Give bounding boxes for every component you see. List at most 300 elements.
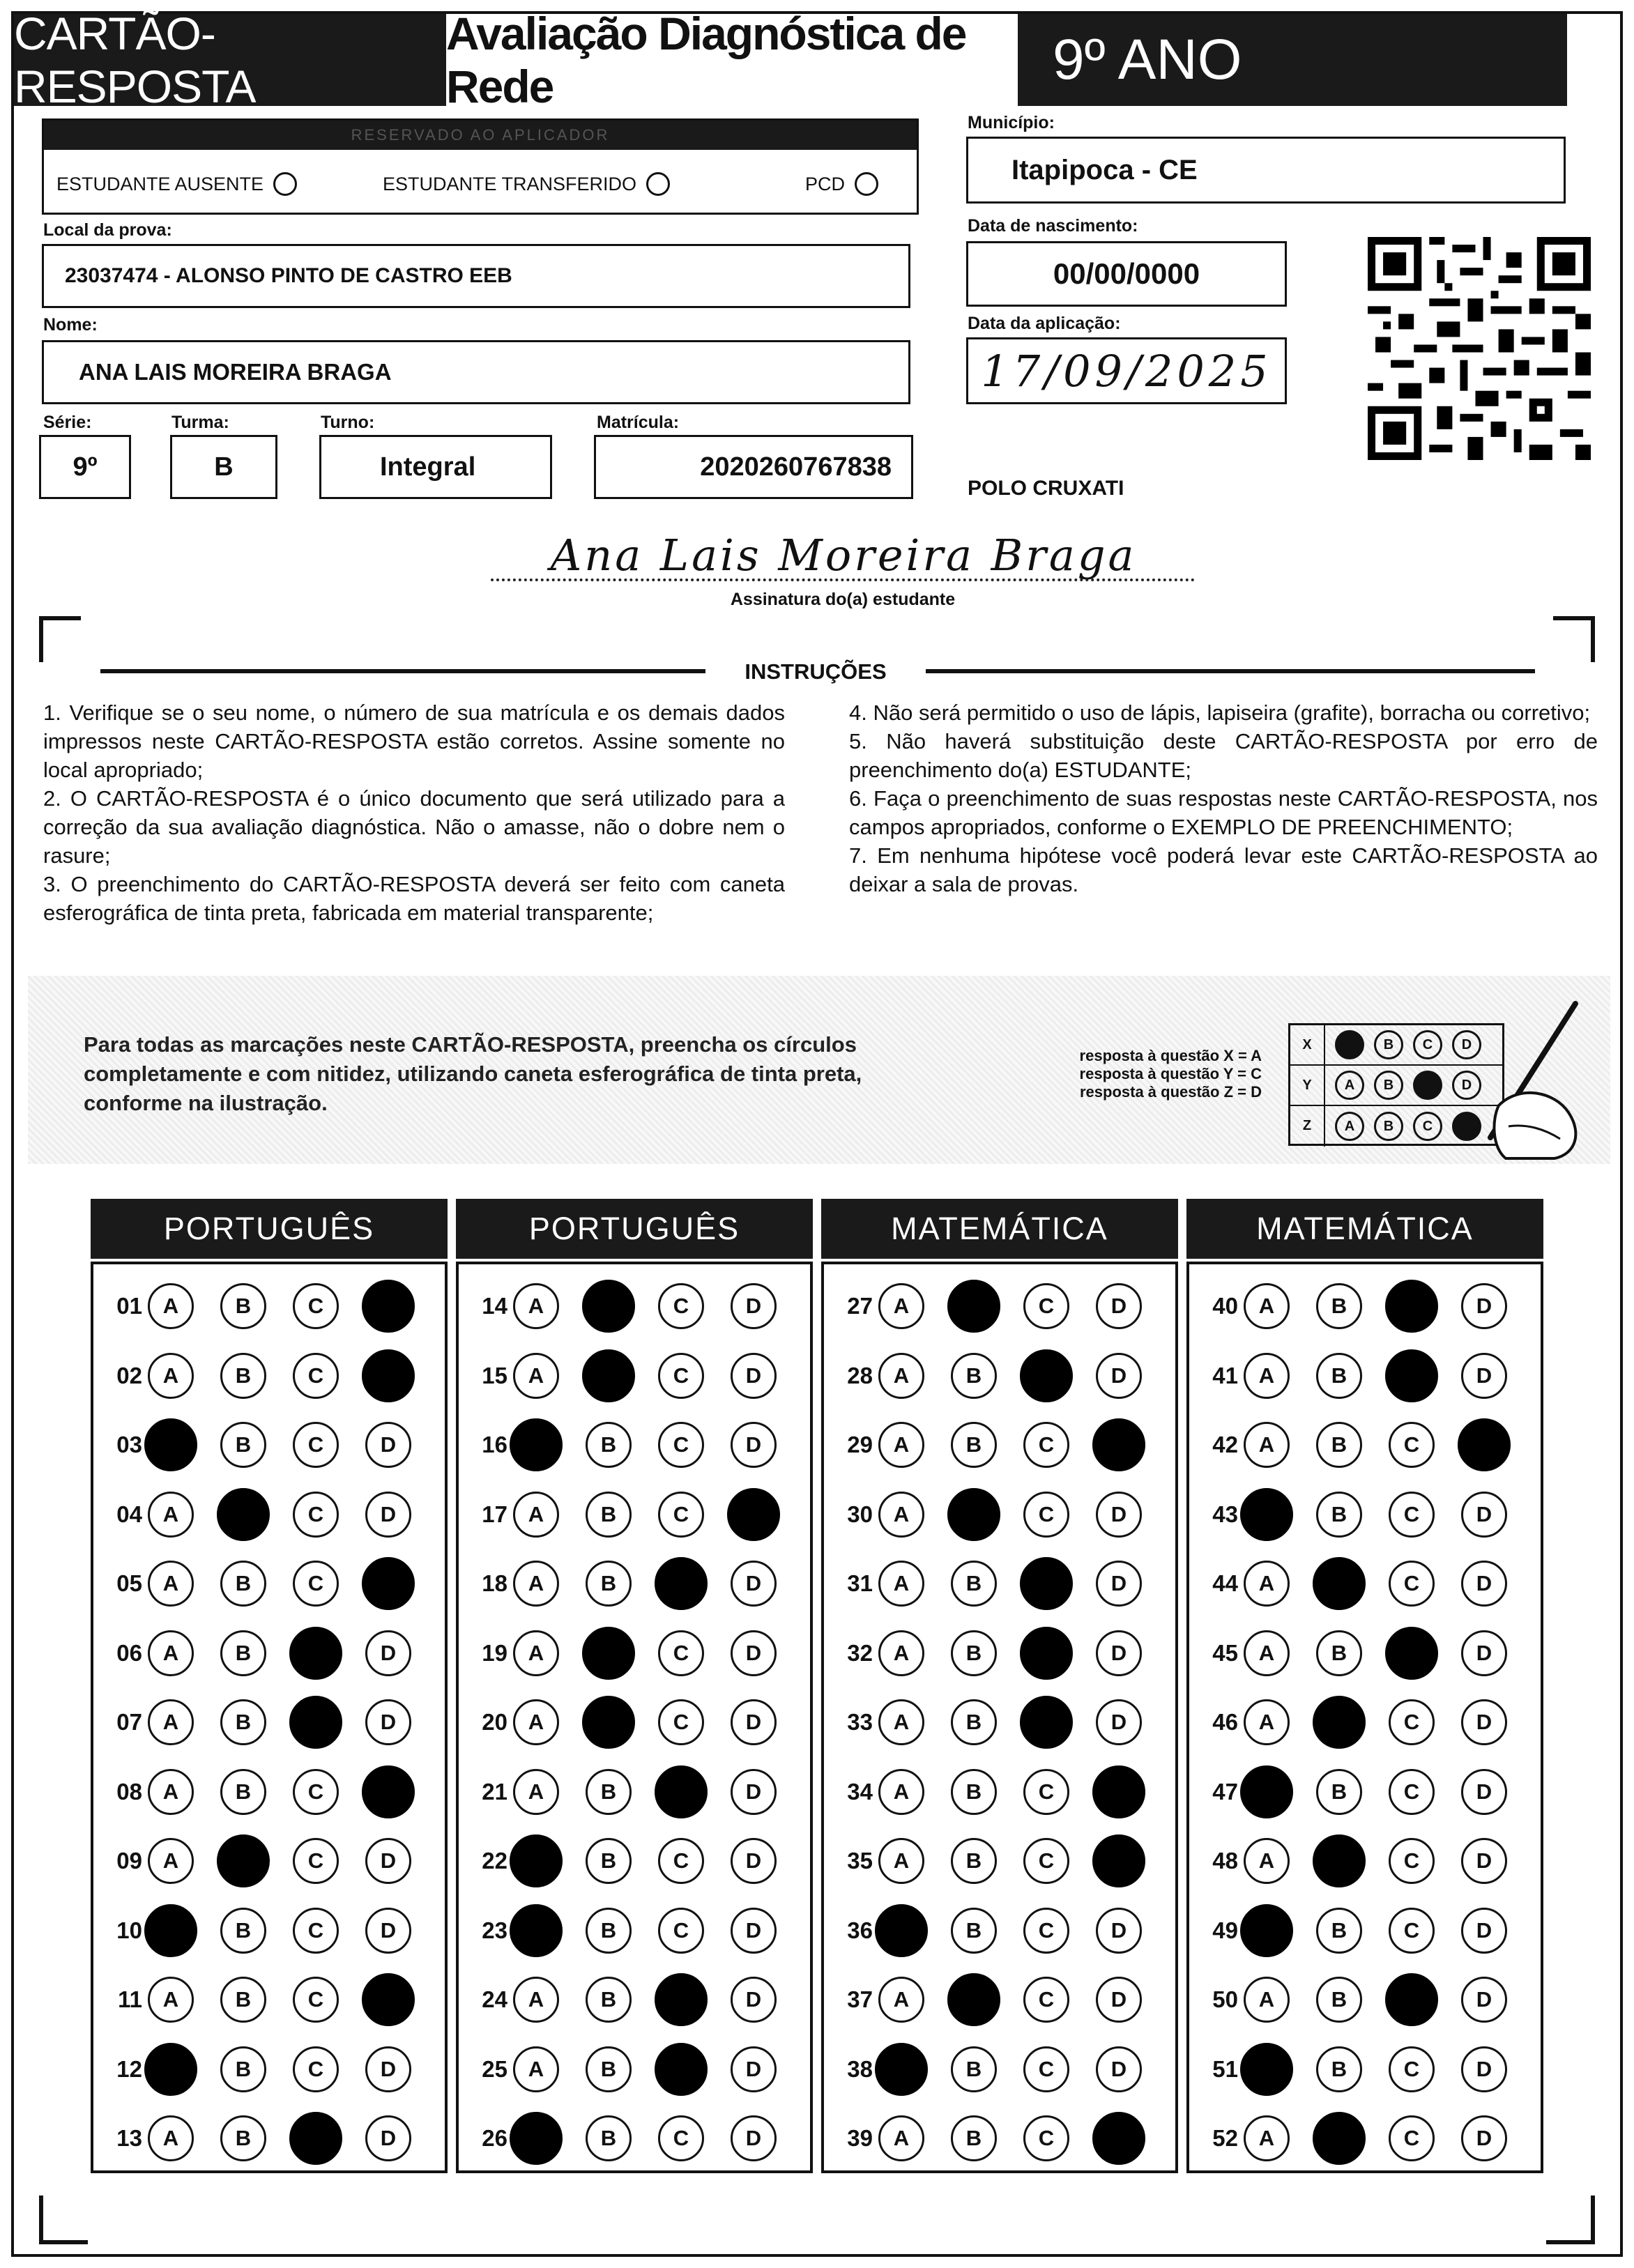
answer-bubble[interactable] [1461,1908,1507,1954]
answer-bubble[interactable] [658,1699,704,1745]
answer-bubble[interactable] [293,2046,339,2092]
instr-rule-right [926,669,1535,673]
answer-bubble[interactable] [731,1838,777,1884]
answer-bubble-filled[interactable] [289,2112,342,2165]
answer-bubble-filled[interactable] [655,2043,708,2096]
answer-bubble[interactable] [1244,1283,1290,1329]
bubble-letter: B [1331,1917,1347,1943]
answer-bubble-filled[interactable] [1385,1349,1438,1402]
answer-bubble[interactable] [220,1908,266,1954]
bubble-letter: B [965,1363,982,1388]
answer-bubble[interactable] [586,1977,632,2023]
subject-header: PORTUGUÊS [91,1199,448,1259]
answer-bubble-filled[interactable] [144,1418,197,1471]
bubble-letter: A [528,1917,544,1943]
example-bubble: C [1413,1030,1442,1059]
question-row [471,1761,803,1823]
answer-bubble[interactable] [293,1769,339,1815]
bubble-letter: A [162,2056,179,2081]
absent-option[interactable] [56,172,297,196]
question-number: 50 [1212,1986,1238,2012]
answer-bubble[interactable] [951,1353,997,1399]
answer-bubble[interactable] [1244,1838,1290,1884]
answer-bubble[interactable] [365,1838,411,1884]
answer-bubble[interactable] [878,1977,924,2023]
answer-bubble[interactable] [1244,1699,1290,1745]
answer-bubble[interactable] [878,1838,924,1884]
bubble-letter: C [1403,2056,1420,2081]
answer-bubble-filled[interactable] [1313,1696,1366,1749]
bubble-letter: D [1110,1917,1127,1943]
answer-bubble-filled[interactable] [1313,1834,1366,1887]
bubble-letter: B [965,1501,982,1526]
bubble-letter: B [600,2126,617,2150]
bubble-letter: B [1331,1987,1347,2012]
answer-bubble-filled[interactable] [1020,1349,1073,1402]
answer-bubble[interactable] [513,1769,559,1815]
question-row [1202,1830,1534,1892]
bubble-letter: A [893,2056,910,2081]
question-row [1202,1969,1534,2030]
question-row [471,1900,803,1961]
answer-bubble[interactable] [1096,1977,1142,2023]
answer-bubble[interactable] [731,1283,777,1329]
answer-bubble[interactable] [1389,2046,1435,2092]
bubble-letter: B [1331,1571,1347,1595]
answer-bubble[interactable] [1461,2115,1507,2161]
answer-bubble[interactable] [365,2046,411,2092]
answer-bubble[interactable] [586,1492,632,1538]
answer-bubble[interactable] [731,2046,777,2092]
bubble-letter: B [965,2126,982,2150]
bubble-letter: D [745,1987,762,2012]
answer-bubble[interactable] [951,2046,997,2092]
answer-bubble[interactable] [951,1630,997,1676]
answer-bubble-filled[interactable] [1385,1627,1438,1680]
answer-bubble[interactable] [658,1908,704,1954]
answer-bubble[interactable] [1244,1630,1290,1676]
transferred-bubble[interactable] [646,172,670,196]
answer-bubble[interactable] [1023,1908,1069,1954]
bubble-letter: A [162,1501,179,1526]
answer-bubble[interactable] [148,1699,194,1745]
card-title: CARTÃO-RESPOSTA [14,14,446,106]
answer-bubble[interactable] [1316,1769,1362,1815]
answer-bubble[interactable] [365,2115,411,2161]
answer-bubble[interactable] [293,1977,339,2023]
bubble-letter: B [1331,1640,1347,1665]
answer-bubble[interactable] [148,1630,194,1676]
bubble-letter: A [893,1710,910,1734]
answer-bubble-filled[interactable] [362,1765,415,1818]
bubble-letter: D [1476,1848,1492,1873]
answer-bubble[interactable] [658,1353,704,1399]
bubble-letter: A [893,1432,910,1457]
answer-bubble[interactable] [220,2046,266,2092]
answer-bubble-filled[interactable] [1385,1280,1438,1333]
answer-bubble[interactable] [951,2115,997,2161]
answer-bubble[interactable] [951,1838,997,1884]
question-number: 34 [847,1778,873,1805]
answer-bubble[interactable] [951,1908,997,1954]
answer-bubble[interactable] [586,2115,632,2161]
answer-bubble[interactable] [365,1492,411,1538]
answer-bubble-filled[interactable] [362,1280,415,1333]
question-row [1202,2039,1534,2100]
answer-bubble[interactable] [1244,1353,1290,1399]
grade-title: 9º ANO [1018,14,1567,106]
answer-bubble[interactable] [1389,1561,1435,1607]
answer-bubble[interactable] [951,1561,997,1607]
answer-bubble[interactable] [1023,1492,1069,1538]
bubble-letter: A [893,1848,910,1873]
signature-line [491,579,1195,581]
answer-bubble-filled[interactable] [1092,1765,1145,1818]
answer-bubble-filled[interactable] [947,1280,1000,1333]
answer-bubble[interactable] [293,1492,339,1538]
answer-bubble[interactable] [513,1630,559,1676]
answer-bubble-filled[interactable] [1020,1696,1073,1749]
polo-text: POLO CRUXATI [968,477,1124,500]
answer-bubble[interactable] [1316,1422,1362,1468]
answer-bubble[interactable] [1461,1561,1507,1607]
bubble-letter: D [1110,1640,1127,1665]
answer-bubble-filled[interactable] [1385,1973,1438,2026]
answer-bubble-filled[interactable] [289,1696,342,1749]
answer-bubble[interactable] [658,1630,704,1676]
answer-bubble[interactable] [731,1353,777,1399]
answer-bubble-filled[interactable] [875,1904,928,1957]
answer-bubble[interactable] [1096,1283,1142,1329]
answer-bubble-filled[interactable] [144,1904,197,1957]
question-row [837,1900,1168,1961]
answer-bubble[interactable] [1316,1908,1362,1954]
answer-bubble-filled[interactable] [1092,1834,1145,1887]
bubble-letter: B [600,1432,617,1457]
bubble-letter: C [1038,1363,1055,1388]
answer-bubble[interactable] [220,1630,266,1676]
answer-bubble[interactable] [658,1492,704,1538]
answer-bubble[interactable] [731,1977,777,2023]
bubble-letter: B [965,1432,982,1457]
answer-bubble[interactable] [1244,2115,1290,2161]
question-number: 39 [847,2125,873,2151]
bubble-letter: A [893,1363,910,1388]
matricula-label: Matrícula: [597,413,680,432]
bubble-letter: A [162,1987,179,2012]
answer-bubble-filled[interactable] [582,1349,635,1402]
answer-bubble-filled[interactable] [582,1280,635,1333]
answer-bubble-filled[interactable] [1458,1418,1511,1471]
bubble-letter: B [965,1571,982,1595]
answer-bubble[interactable] [586,2046,632,2092]
answer-bubble-filled[interactable] [1313,1557,1366,1610]
answer-bubble-filled[interactable] [655,1765,708,1818]
answer-bubble[interactable] [148,1492,194,1538]
bubble-letter: B [1331,1848,1347,1873]
absent-bubble[interactable] [273,172,297,196]
question-row [837,2108,1168,2169]
answer-bubble[interactable] [293,1353,339,1399]
municipio-label: Município: [968,113,1055,132]
answer-bubble[interactable] [1244,1977,1290,2023]
answer-column [1186,1262,1543,2173]
local-field [42,244,910,308]
answer-bubble-filled[interactable] [1092,2112,1145,2165]
answer-bubble[interactable] [586,1561,632,1607]
answer-bubble[interactable] [1316,1492,1362,1538]
answer-bubble[interactable] [1316,1977,1362,2023]
question-number: 06 [116,1639,142,1666]
answer-bubble[interactable] [1389,1699,1435,1745]
answer-bubble[interactable] [148,1561,194,1607]
answer-bubble-filled[interactable] [947,1973,1000,2026]
answer-bubble[interactable] [1023,2046,1069,2092]
answer-bubble[interactable] [1023,1838,1069,1884]
answer-bubble[interactable] [1244,1561,1290,1607]
answer-bubble[interactable] [365,1908,411,1954]
bubble-letter: D [1110,1779,1127,1804]
answer-bubble-filled[interactable] [582,1696,635,1749]
answer-bubble-filled[interactable] [362,1973,415,2026]
bubble-letter: B [1331,1294,1347,1318]
bubble-letter: D [745,2126,762,2150]
bubble-letter: B [600,1294,617,1318]
answer-bubble[interactable] [1461,1283,1507,1329]
bubble-letter: C [1403,1779,1420,1804]
answer-bubble[interactable] [586,1422,632,1468]
answer-bubble[interactable] [878,1630,924,1676]
answer-bubble-filled[interactable] [947,1488,1000,1541]
answer-bubble[interactable] [1316,2046,1362,2092]
answer-bubble[interactable] [586,1908,632,1954]
answer-bubble[interactable] [658,1422,704,1468]
question-row [837,1414,1168,1476]
answer-bubble[interactable] [1389,1492,1435,1538]
answer-bubble-filled[interactable] [1240,1488,1293,1541]
answer-bubble[interactable] [1389,1769,1435,1815]
answer-bubble[interactable] [293,1422,339,1468]
answer-bubble-filled[interactable] [510,1904,563,1957]
answer-bubble-filled[interactable] [1020,1627,1073,1680]
question-row [471,1830,803,1892]
bubble-letter: A [893,1501,910,1526]
answer-bubble[interactable] [658,2115,704,2161]
answer-bubble[interactable] [513,1977,559,2023]
bubble-letter: D [380,1571,397,1595]
answer-bubble-filled[interactable] [510,2112,563,2165]
answer-bubble-filled[interactable] [217,1834,270,1887]
answer-bubble[interactable] [1096,2046,1142,2092]
answer-bubble[interactable] [1389,1838,1435,1884]
answer-bubble[interactable] [293,1561,339,1607]
bubble-letter: D [1110,1432,1127,1457]
answer-bubble[interactable] [1096,1492,1142,1538]
answer-bubble[interactable] [365,1699,411,1745]
bubble-letter: A [162,1432,179,1457]
pcd-option[interactable] [805,172,878,196]
question-number: 01 [116,1293,142,1319]
bubble-letter: C [1038,1501,1055,1526]
answer-bubble[interactable] [1096,1630,1142,1676]
answer-bubble[interactable] [878,2115,924,2161]
answer-bubble-filled[interactable] [1240,1765,1293,1818]
answer-bubble-filled[interactable] [510,1418,563,1471]
answer-bubble[interactable] [220,1283,266,1329]
answer-bubble[interactable] [148,2115,194,2161]
answer-bubble[interactable] [1461,1699,1507,1745]
answer-bubble[interactable] [1316,1630,1362,1676]
answer-bubble[interactable] [1023,2115,1069,2161]
answer-bubble-filled[interactable] [875,2043,928,2096]
answer-bubble[interactable] [731,1699,777,1745]
answer-bubble-filled[interactable] [510,1834,563,1887]
question-row [1202,1553,1534,1614]
answer-bubble[interactable] [878,1561,924,1607]
answer-bubble[interactable] [220,1769,266,1815]
bubble-letter: B [600,1710,617,1734]
answer-bubble[interactable] [731,1422,777,1468]
answer-bubble[interactable] [513,1353,559,1399]
answer-bubble[interactable] [586,1838,632,1884]
answer-bubble[interactable] [878,1492,924,1538]
answer-bubble[interactable] [731,1908,777,1954]
answer-bubble-filled[interactable] [727,1488,780,1541]
answer-bubble[interactable] [513,1492,559,1538]
answer-bubble[interactable] [148,1838,194,1884]
answer-bubble[interactable] [1096,1561,1142,1607]
answer-bubble-filled[interactable] [655,1557,708,1610]
answer-bubble[interactable] [878,1353,924,1399]
answer-bubble[interactable] [878,1283,924,1329]
answer-bubble[interactable] [1461,1630,1507,1676]
bubble-letter: B [1331,1710,1347,1734]
answer-bubble-filled[interactable] [1020,1557,1073,1610]
bubble-letter: B [965,1848,982,1873]
answer-bubble-filled[interactable] [289,1627,342,1680]
bubble-letter: D [1476,1294,1492,1318]
question-row [106,1830,438,1892]
answer-bubble[interactable] [1096,1699,1142,1745]
answer-bubble[interactable] [731,1561,777,1607]
answer-bubble[interactable] [1096,1908,1142,1954]
pcd-bubble[interactable] [855,172,878,196]
answer-bubble[interactable] [951,1422,997,1468]
answer-bubble[interactable] [220,1699,266,1745]
answer-bubble[interactable] [220,1422,266,1468]
answer-bubble[interactable] [513,1283,559,1329]
bubble-letter: A [1258,1432,1275,1457]
answer-bubble[interactable] [513,2046,559,2092]
answer-bubble[interactable] [1389,1908,1435,1954]
answer-bubble[interactable] [293,1908,339,1954]
bubble-letter: D [380,1917,397,1943]
answer-bubble[interactable] [513,1699,559,1745]
bubble-letter: D [745,1848,762,1873]
answer-bubble[interactable] [148,1353,194,1399]
answer-bubble[interactable] [731,1769,777,1815]
answer-bubble[interactable] [220,1353,266,1399]
answer-bubble-filled[interactable] [655,1973,708,2026]
answer-bubble[interactable] [293,1283,339,1329]
answer-bubble[interactable] [148,1283,194,1329]
answer-bubble[interactable] [513,1561,559,1607]
answer-bubble[interactable] [1389,1422,1435,1468]
answer-bubble-filled[interactable] [1092,1418,1145,1471]
answer-bubble[interactable] [951,1769,997,1815]
question-row [106,1900,438,1961]
bubble-letter: A [1258,1917,1275,1943]
answer-bubble[interactable] [1096,1353,1142,1399]
answer-bubble[interactable] [220,1561,266,1607]
answer-bubble-filled[interactable] [1240,1904,1293,1957]
answer-bubble[interactable] [878,1422,924,1468]
transferred-option[interactable] [383,172,670,196]
answer-bubble[interactable] [878,1769,924,1815]
bubble-letter: B [965,1779,982,1804]
bubble-letter: C [1038,2126,1055,2150]
answer-bubble[interactable] [1023,1977,1069,2023]
answer-bubble[interactable] [731,2115,777,2161]
answer-bubble[interactable] [1244,1422,1290,1468]
answer-bubble[interactable] [1461,1492,1507,1538]
answer-bubble-filled[interactable] [144,2043,197,2096]
answer-bubble[interactable] [365,1630,411,1676]
answer-bubble-filled[interactable] [1313,2112,1366,2165]
answer-bubble[interactable] [658,1838,704,1884]
bubble-letter: D [380,1987,397,2012]
question-row [471,2039,803,2100]
answer-bubble-filled[interactable] [362,1557,415,1610]
bubble-letter: D [380,2126,397,2150]
answer-bubble[interactable] [293,1838,339,1884]
question-number: 08 [116,1778,142,1805]
bubble-letter: D [380,1501,397,1526]
answer-bubble[interactable] [1461,1353,1507,1399]
answer-bubble[interactable] [148,1769,194,1815]
answer-bubble[interactable] [1023,1422,1069,1468]
answer-bubble[interactable] [365,1422,411,1468]
bubble-letter: B [965,1640,982,1665]
answer-bubble-filled[interactable] [1240,2043,1293,2096]
bubble-letter: B [1331,2126,1347,2150]
answer-bubble[interactable] [1461,1977,1507,2023]
answer-bubble[interactable] [878,1699,924,1745]
answer-bubble[interactable] [1461,2046,1507,2092]
bubble-letter: C [1038,1987,1055,2012]
question-number: 21 [482,1778,507,1805]
answer-bubble[interactable] [1461,1769,1507,1815]
example-question: X [1290,1025,1325,1064]
answer-bubble[interactable] [586,1769,632,1815]
answer-bubble-filled[interactable] [362,1349,415,1402]
answer-bubble[interactable] [220,1977,266,2023]
answer-bubble[interactable] [731,1630,777,1676]
answer-bubble[interactable] [1023,1283,1069,1329]
answer-bubble-filled[interactable] [217,1488,270,1541]
answer-bubble[interactable] [1389,2115,1435,2161]
answer-bubble[interactable] [148,1977,194,2023]
answer-bubble[interactable] [1316,1283,1362,1329]
bubble-letter: D [1110,2056,1127,2081]
answer-bubble[interactable] [658,1283,704,1329]
answer-bubble[interactable] [951,1699,997,1745]
answer-bubble-filled[interactable] [582,1627,635,1680]
answer-bubble[interactable] [1316,1353,1362,1399]
answer-bubble[interactable] [220,2115,266,2161]
answer-bubble[interactable] [1023,1769,1069,1815]
answer-bubble[interactable] [1461,1838,1507,1884]
